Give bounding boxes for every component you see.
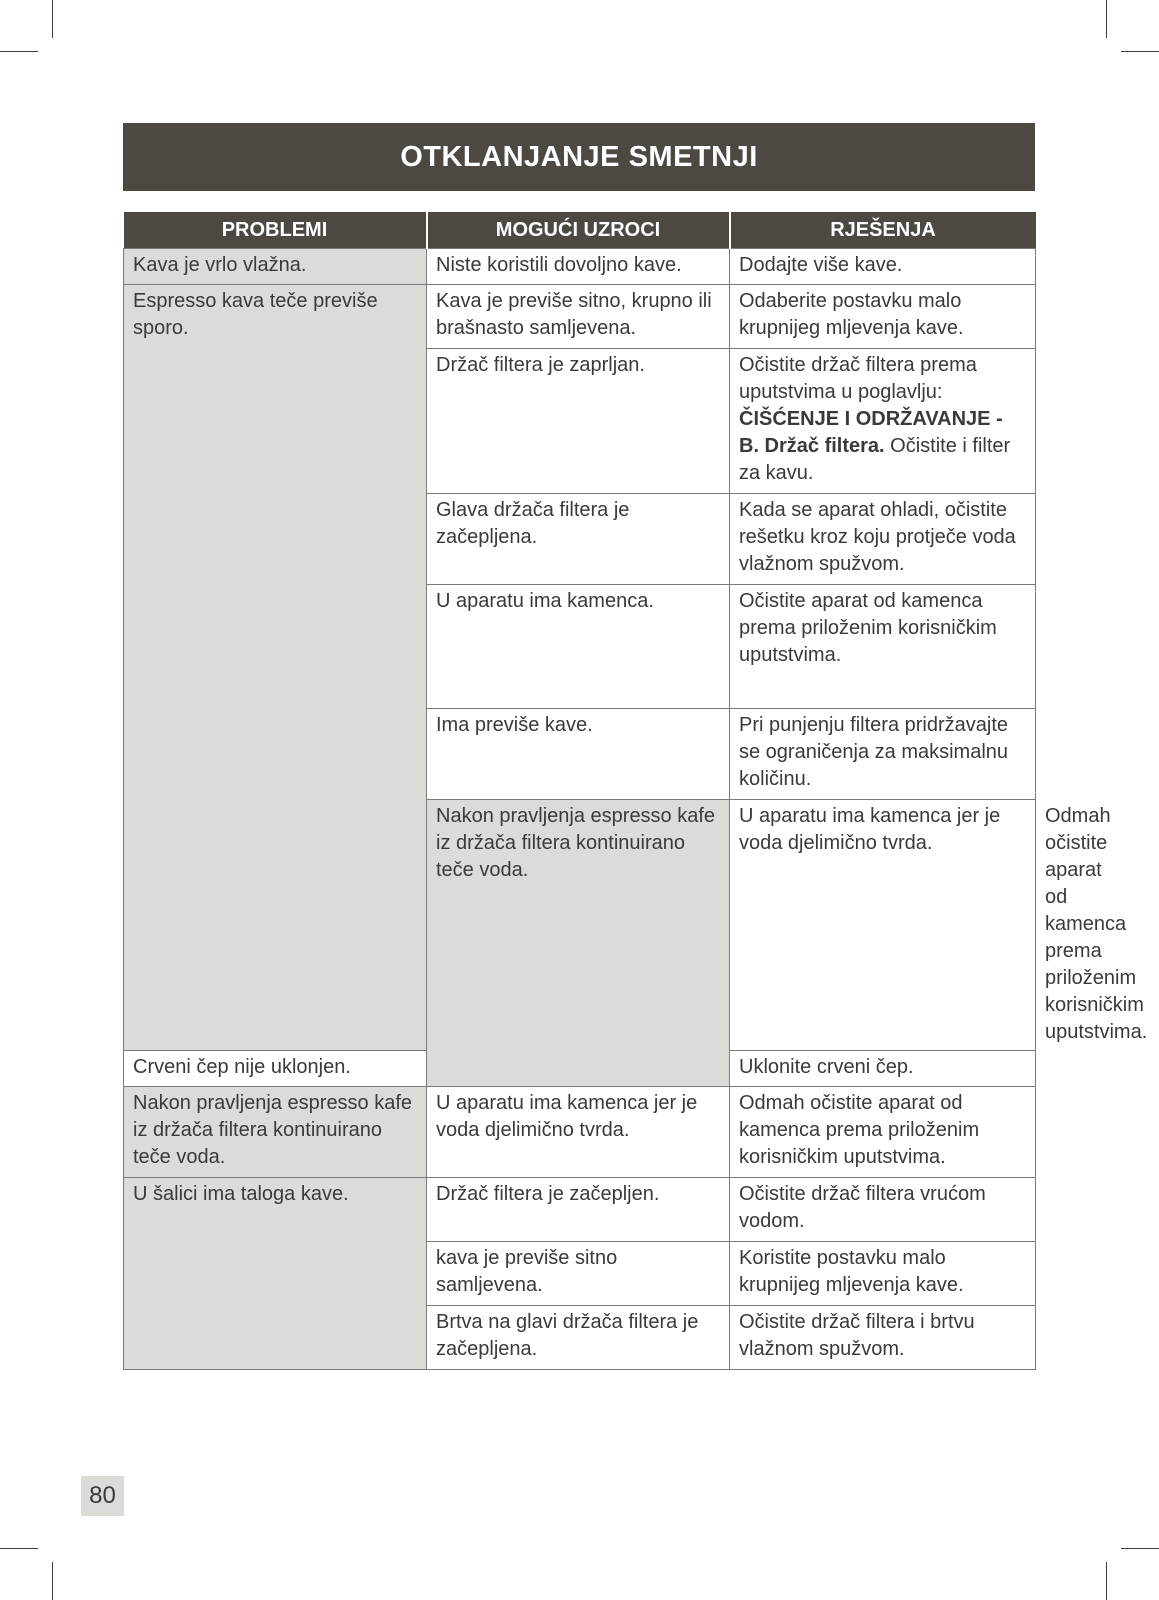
header-solutions: RJEŠENJA xyxy=(730,212,1036,249)
cause-cell: Ima previše kave. xyxy=(427,709,730,800)
cause-cell: Držač filtera je zaprljan. xyxy=(427,349,730,494)
cause-cell: Brtva na glavi držača filtera je začepljena. xyxy=(427,1306,730,1370)
crop-mark xyxy=(1121,1548,1159,1549)
table-header-row xyxy=(124,212,1036,249)
solution-cell: Očistite aparat od kamenca prema priloženim korisničkim uputstvima. xyxy=(730,585,1036,709)
solution-cell xyxy=(730,349,1036,494)
table-row xyxy=(124,1178,1036,1242)
table-row xyxy=(124,285,1036,349)
cause-cell: Kava je previše sitno, krupno ili brašnasto samljevena. xyxy=(427,285,730,349)
header-problems: PROBLEMI xyxy=(124,212,427,249)
page-title: OTKLANJANJE SMETNJI xyxy=(123,123,1035,191)
problem-cell: Nakon pravljenja espresso kafe iz držača filtera kontinuirano teče voda. xyxy=(427,800,730,1087)
problem-cell: Nakon pravljenja espresso kafe iz držača filtera kontinuirano teče voda. xyxy=(124,1087,427,1178)
page-number: 80 xyxy=(81,1476,124,1516)
solution-text: Očistite i filter za kavu. xyxy=(739,435,1011,484)
solution-cell: Koristite postavku malo krupnijeg mljevenja kave. xyxy=(730,1242,1036,1306)
solution-cell: Odmah očistite aparat od kamenca prema priloženim korisničkim uputstvima. xyxy=(730,1087,1036,1178)
table-row xyxy=(124,249,1036,285)
crop-mark xyxy=(1121,51,1159,52)
solution-cell: Pri punjenju filtera pridržavajte se ograničenja za maksimalnu količinu. xyxy=(730,709,1036,800)
cause-cell: kava je previše sitno samljevena. xyxy=(427,1242,730,1306)
header-causes: MOGUĆI UZROCI xyxy=(427,212,730,249)
table-row: Nakon pravljenja espresso kafe iz držača filtera kontinuirano teče voda. U aparatu ima kamenca jer je voda djelimično tvrda. Odmah očistite aparat od kamenca prema priloženim korisničkim uputstvima. xyxy=(124,800,1036,1051)
cause-cell: Crveni čep nije uklonjen. xyxy=(124,1051,427,1087)
cause-cell: Glava držača filtera je začepljena. xyxy=(427,494,730,585)
problem-cell: U šalici ima taloga kave. xyxy=(124,1178,427,1370)
solution-cell: Očistite držač filtera i brtvu vlažnom spužvom. xyxy=(730,1306,1036,1370)
crop-mark xyxy=(1106,1562,1107,1600)
cause-cell: Niste koristili dovoljno kave. xyxy=(427,249,730,285)
solution-cell: Dodajte više kave. xyxy=(730,249,1036,285)
problem-cell: Espresso kava teče previše sporo. xyxy=(124,285,427,1051)
problem-cell: Kava je vrlo vlažna. xyxy=(124,249,427,285)
cause-cell: U aparatu ima kamenca. xyxy=(427,585,730,709)
solution-cell: Očistite držač filtera vrućom vodom. xyxy=(730,1178,1036,1242)
chapter-reference: ČIŠĆENJE I ODRŽAVANJE - B. Držač filtera. xyxy=(739,408,1003,457)
solution-cell: Kada se aparat ohladi, očistite rešetku kroz koju protječe voda vlažnom spužvom. xyxy=(730,494,1036,585)
solution-text: Očistite držač filtera prema uputstvima u poglavlju: xyxy=(739,354,977,403)
crop-mark xyxy=(52,1562,53,1600)
crop-mark xyxy=(1106,0,1107,38)
crop-mark xyxy=(0,51,38,52)
troubleshooting-table xyxy=(123,212,1148,1370)
table-row xyxy=(124,1087,1036,1178)
cause-cell: Držač filtera je začepljen. xyxy=(427,1178,730,1242)
solution-cell: Uklonite crveni čep. xyxy=(730,1051,1036,1087)
crop-mark xyxy=(0,1548,38,1549)
solution-cell: Odaberite postavku malo krupnijeg mljevenja kave. xyxy=(730,285,1036,349)
crop-mark xyxy=(52,0,53,38)
cause-cell: U aparatu ima kamenca jer je voda djelimično tvrda. xyxy=(427,1087,730,1178)
cause-cell: U aparatu ima kamenca jer je voda djelimično tvrda. xyxy=(730,800,1036,1051)
